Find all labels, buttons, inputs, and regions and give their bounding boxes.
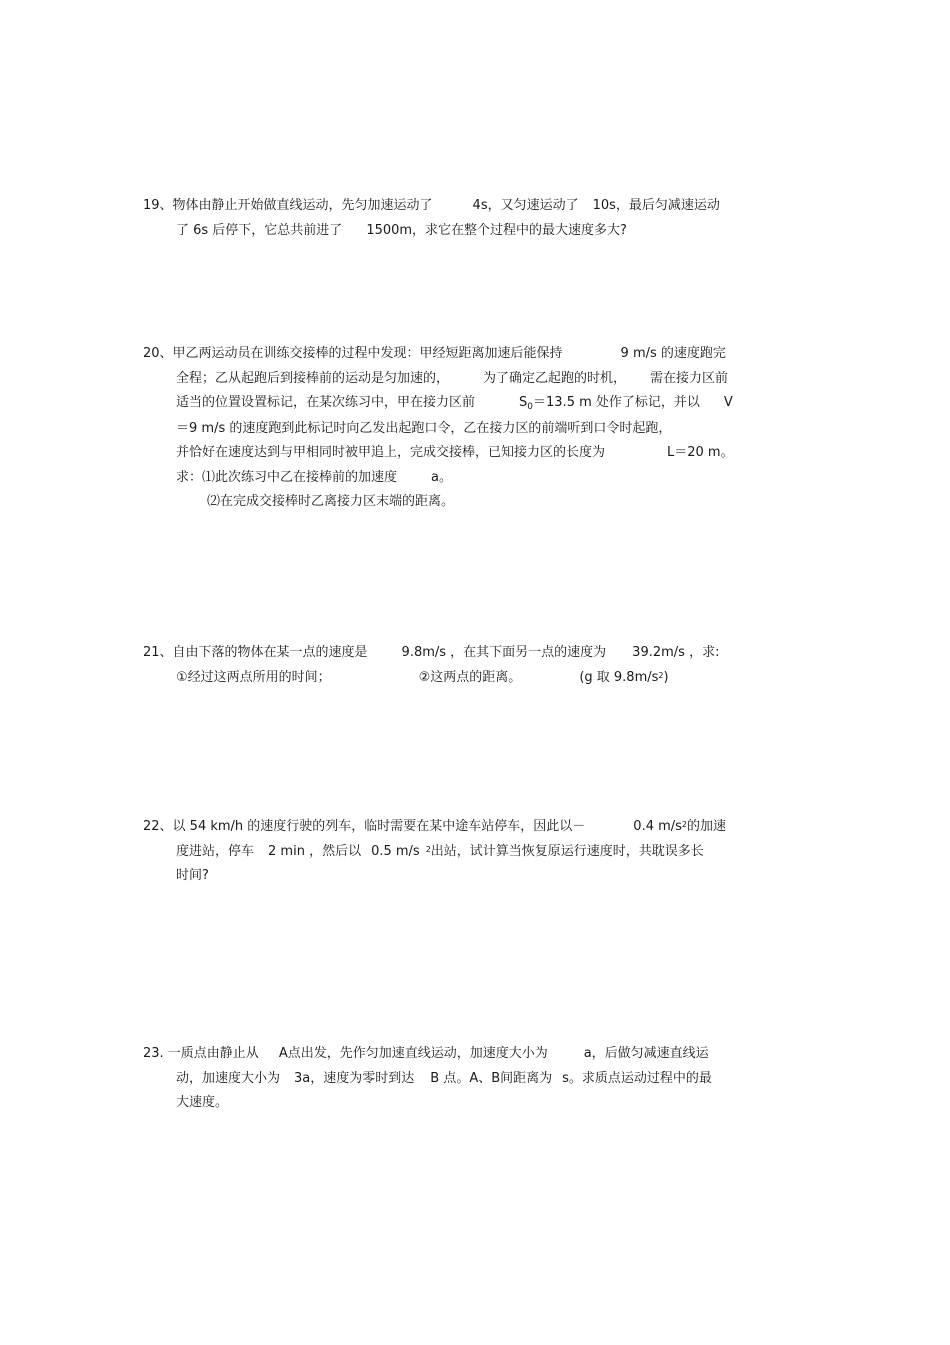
problem-21-line-2 [143,666,808,691]
text-segment: a。 [431,469,452,485]
text-segment: 21、自由下落的物体在某一点的速度是 [143,645,368,660]
problem-20-line-3 [143,391,808,417]
text-segment: 20、甲乙两运动员在训练交接棒的过程中发现：甲经短距离加速后能保持 [143,346,563,361]
text-segment: 度进站，停车 [176,843,255,859]
text-segment: 9.8m/s ，在其下面另一点的速度为 [401,645,607,660]
problem-19-line-2 [143,219,808,244]
text-segment: 19、物体由静止开始做直线运动，先匀加速运动了 [143,198,433,213]
text-segment: ) [663,669,669,685]
problem-22-line-2 [143,840,808,865]
text-segment: 0.5 m/s [371,843,420,859]
text-segment: 全程；乙从起跑后到接棒前的运动是匀加速的， [176,370,450,386]
superscript: 2 [681,820,688,829]
text-segment: A点出发，先作匀加速直线运动，加速度大小为 [278,1046,548,1061]
text-segment: ＝13.5 m 处作了标记，并以 [533,395,700,410]
problem-23-line-2 [143,1067,808,1092]
text-segment: 2 min ，然后以 [268,843,362,859]
text-segment: 求：⑴此次练习中乙在接棒前的加速度 [176,469,398,485]
problem-20-line-7: ⑵在完成交接棒时乙离接力区末端的距离。 [207,494,455,509]
text-segment: 4s，又匀速运动了 [472,198,579,213]
text-segment: ①经过这两点所用的时间； [176,669,331,685]
text-segment: s。求质点运动过程中的最 [562,1070,712,1086]
problem-23-line-1 [143,1042,808,1067]
superscript: 2 [658,670,664,680]
text-segment: 3a，速度为零时到达 [294,1070,415,1086]
problem-23-line-3: 大速度。 [176,1095,229,1110]
text-segment: 出站，试计算当恢复原运行速度时，共耽误多长 [430,843,704,859]
text-segment: 22、以 54 km/h 的速度行驶的列车，临时需要在某中途车站停车，因此以－ [143,819,586,834]
text-segment: 0.4 m/s [633,819,682,834]
text-segment: V [723,395,733,410]
problem-20-line-5 [143,441,808,466]
text-segment: L＝20 m。 [667,445,734,460]
text-segment: 适当的位置设置标记，在某次练习中，甲在接力区前 [176,395,476,410]
superscript: 2 [425,844,431,854]
problem-20-line-2 [143,367,808,392]
text-segment: 1500m，求它在整个过程中的最大速度多大? [366,222,627,238]
text-segment: S [519,395,528,410]
problem-21 [143,641,808,690]
subscript: 0 [527,402,534,412]
text-segment: 动，加速度大小为 [176,1070,281,1086]
problem-20-line-1 [143,342,808,367]
problem-20 [143,342,808,515]
problem-22-line-3: 时间? [176,868,209,883]
text-segment: a，后做匀减速直线运 [583,1046,709,1061]
problem-23 [143,1042,808,1116]
problem-22 [143,815,808,889]
text-segment: 的加速 [687,819,727,834]
text-segment: 并恰好在速度达到与甲相同时被甲追上，完成交接棒，已知接力区的长度为 [176,445,606,460]
problem-19 [143,194,808,243]
text-segment: 需在接力区前 [650,370,729,386]
problem-19-line-1 [143,194,808,219]
problem-20-line-4: ＝9 m/s 的速度跑到此标记时向乙发出起跑口令，乙在接力区的前端听到口令时起跑， [176,420,672,436]
text-segment: ②这两点的距离。 [418,669,522,685]
text-segment: 39.2m/s ，求: [632,645,720,660]
problem-22-line-1 [143,815,808,840]
text-segment: 了 6s 后停下，它总共前进了 [176,222,343,238]
text-segment: 10s，最后匀减速运动 [592,198,720,213]
text-segment: 为了确定乙起跑的时机， [483,370,627,386]
problem-21-line-1 [143,641,808,666]
text-segment: (g 取 9.8m/s [579,669,659,685]
text-segment: 23. 一质点由静止从 [143,1046,259,1061]
text-segment: B 点。A、B间距离为 [430,1070,553,1086]
text-segment: 9 m/s 的速度跑完 [620,346,726,361]
problem-20-line-6 [143,466,808,491]
